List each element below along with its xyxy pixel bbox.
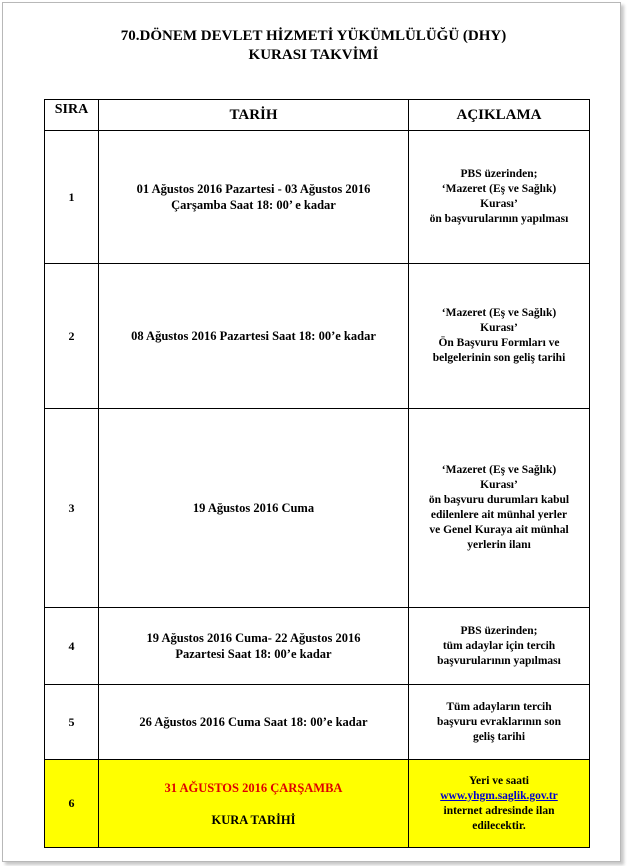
row-aciklama xyxy=(409,760,590,848)
tarih-line: 01 Ağustos 2016 Pazartesi - 03 Ağustos 2016 xyxy=(136,182,371,196)
row-aciklama xyxy=(409,131,590,264)
website-link[interactable]: www.yhgm.saglik.gov.tr xyxy=(440,789,558,802)
aciklama-line: ‘Mazeret (Eş ve Sağlık) xyxy=(441,183,557,195)
aciklama-line: edilenlere ait münhal yerler xyxy=(430,509,568,521)
row-tarih xyxy=(99,131,409,264)
row-sira: 2 xyxy=(45,264,99,409)
tarih-line: Çarşamba Saat 18: 00’ e kadar xyxy=(171,198,336,212)
aciklama-line: yerlerin ilanı xyxy=(467,539,531,551)
aciklama-line: başvurularının yapılması xyxy=(437,654,561,667)
aciklama-line: Kurası’ xyxy=(480,322,518,334)
schedule-table xyxy=(44,99,590,848)
row-aciklama xyxy=(409,608,590,685)
tarih-line: Pazartesi Saat 18: 00’e kadar xyxy=(175,647,332,661)
table-row xyxy=(45,685,590,760)
header-row xyxy=(45,100,590,131)
aciklama-line: başvuru evraklarının son xyxy=(437,715,561,728)
kura-label: KURA TARİHİ xyxy=(211,812,296,827)
aciklama-line: Tüm adayların tercih xyxy=(446,700,552,713)
table-row xyxy=(45,131,590,264)
aciklama-line: ve Genel Kuraya ait münhal xyxy=(429,524,569,536)
row-tarih xyxy=(99,608,409,685)
header-sira: SIRA xyxy=(45,100,99,131)
row-tarih xyxy=(99,409,409,608)
row-tarih xyxy=(99,760,409,848)
tarih-line: 19 Ağustos 2016 Cuma- 22 Ağustos 2016 xyxy=(146,631,361,645)
header-tarih: TARİH xyxy=(99,100,409,131)
row-aciklama xyxy=(409,685,590,760)
document-title xyxy=(0,27,627,65)
aciklama-line: belgelerinin son geliş tarihi xyxy=(432,352,566,364)
table-row xyxy=(45,608,590,685)
aciklama-line: Ön Başvuru Formları ve xyxy=(438,337,560,349)
row-sira: 5 xyxy=(45,685,99,760)
aciklama-line: ön başvuru durumları kabul xyxy=(428,494,570,506)
aciklama-line: ön başvurularının yapılması xyxy=(429,213,569,225)
tarih-line: 26 Ağustos 2016 Cuma Saat 18: 00’e kadar xyxy=(139,715,368,729)
tarih-line: 19 Ağustos 2016 Cuma xyxy=(192,501,315,515)
title-line-2: KURASI TAKVİMİ xyxy=(248,47,379,63)
table-row xyxy=(45,409,590,608)
kura-date: 31 AĞUSTOS 2016 ÇARŞAMBA xyxy=(164,780,343,795)
row-sira: 1 xyxy=(45,131,99,264)
aciklama-line: PBS üzerinden; xyxy=(460,624,538,637)
aciklama-line: Kurası’ xyxy=(480,479,518,491)
aciklama-line: Yeri ve saati xyxy=(468,774,530,787)
aciklama-line: ‘Mazeret (Eş ve Sağlık) xyxy=(441,464,557,476)
row-sira: 3 xyxy=(45,409,99,608)
row-sira: 6 xyxy=(45,760,99,848)
aciklama-line: tüm adaylar için tercih xyxy=(442,639,556,652)
table-row xyxy=(45,264,590,409)
aciklama-line: PBS üzerinden; xyxy=(460,168,538,180)
row-aciklama xyxy=(409,264,590,409)
header-aciklama: AÇIKLAMA xyxy=(409,100,590,131)
table-row-kura xyxy=(45,760,590,848)
aciklama-line: geliş tarihi xyxy=(472,730,526,743)
aciklama-line: edilecektir. xyxy=(472,819,526,832)
row-tarih xyxy=(99,264,409,409)
aciklama-line: internet adresinde ilan xyxy=(443,804,555,817)
row-tarih xyxy=(99,685,409,760)
row-sira: 4 xyxy=(45,608,99,685)
title-line-1: 70.DÖNEM DEVLET HİZMETİ YÜKÜMLÜLÜĞÜ (DHY) xyxy=(120,28,507,44)
aciklama-line: Kurası’ xyxy=(480,198,518,210)
tarih-line: 08 Ağustos 2016 Pazartesi Saat 18: 00’e kadar xyxy=(131,329,376,343)
aciklama-line: ‘Mazeret (Eş ve Sağlık) xyxy=(441,307,557,319)
row-aciklama xyxy=(409,409,590,608)
